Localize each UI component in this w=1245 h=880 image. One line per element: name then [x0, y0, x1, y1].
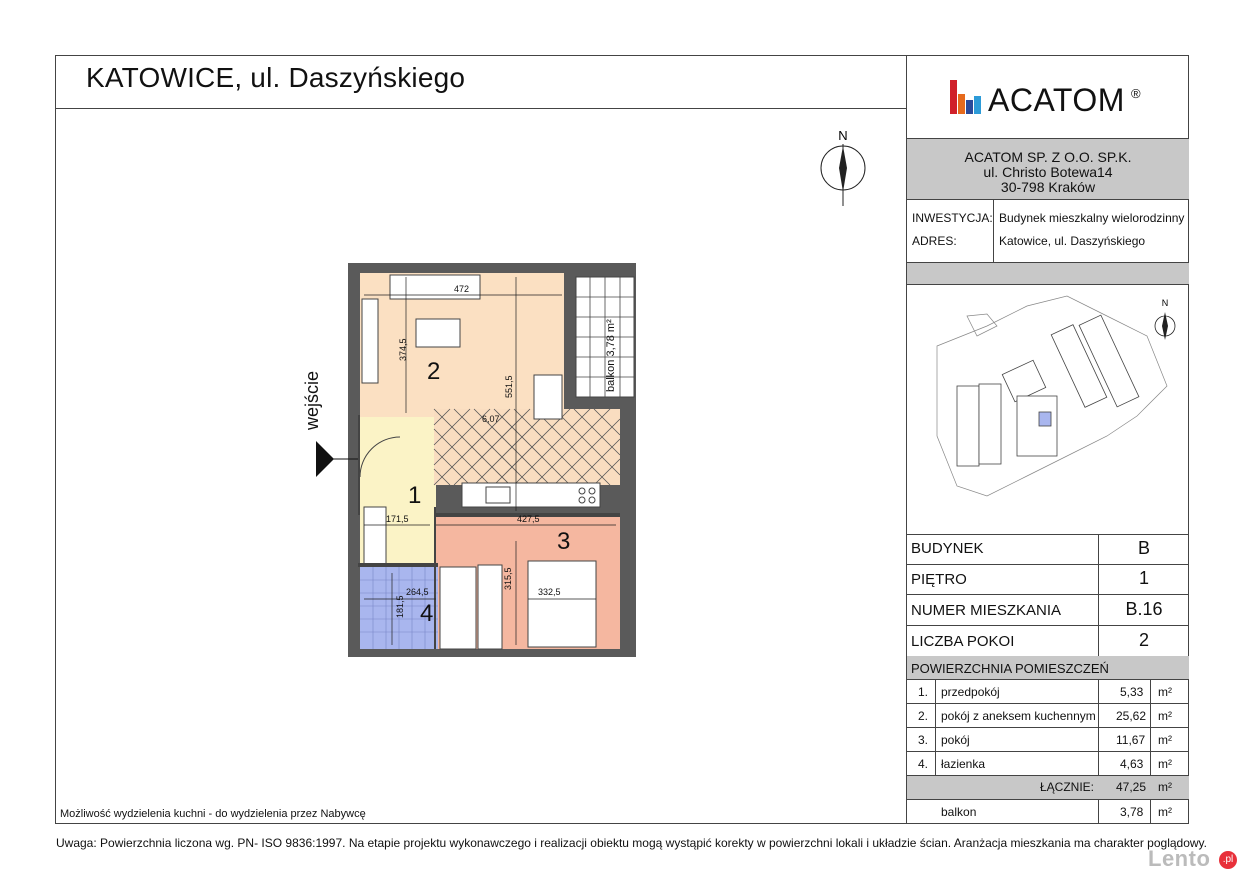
room-2-name: pokój z aneksem kuchennym — [941, 709, 1096, 723]
room-1-name: przedpokój — [941, 685, 1000, 699]
kitchen-note: Możliwość wydzielenia kuchni - do wydzielenia przez Nabywcę — [60, 808, 366, 820]
room-3-name: pokój — [941, 733, 970, 747]
grey-separator — [907, 262, 1189, 285]
logo-reg: ® — [1131, 86, 1141, 101]
north-label: N — [838, 128, 848, 143]
floor-plan — [290, 255, 650, 665]
company-city: 30-798 Kraków — [1000, 179, 1096, 195]
company-block — [907, 138, 1189, 200]
balcony-label: balkon — [941, 805, 977, 819]
building-label: BUDYNEK — [911, 540, 984, 557]
room-4-no: 4. — [918, 757, 929, 771]
floor-value: 1 — [1138, 568, 1149, 588]
room-1-no: 1. — [918, 685, 929, 699]
room-number-2: 2 — [427, 358, 441, 385]
balcony-area: 3,78 — [1120, 805, 1144, 819]
company-street: ul. Christo Botewa14 — [983, 164, 1113, 180]
total-unit: m² — [1158, 780, 1172, 794]
floor-label: PIĘTRO — [911, 571, 967, 588]
room-2-area: 25,62 — [1116, 709, 1147, 723]
dim-551-5: 551,5 — [504, 375, 514, 398]
entrance-label: wejście — [302, 370, 322, 430]
dim-472: 472 — [454, 284, 470, 294]
dim-332-5: 332,5 — [538, 587, 561, 597]
balcony-plan-label: balkon 3,78 m² — [605, 319, 617, 392]
building-value: B — [1137, 538, 1150, 558]
disclaimer: Uwaga: Powierzchnia liczona wg. PN- ISO 9836:1997. Na etapie projektu wykonawczego i realizacji obiektu mogą wystąpić korekty w powierzchni lokali i układzie ścian. Aranżacja mieszkania ma charakter poglądowy. — [56, 836, 1207, 850]
room-4-name: łazienka — [941, 757, 986, 771]
flat-number-label: NUMER MIESZKANIA — [911, 602, 1062, 619]
areas-header: POWIERZCHNIA POMIESZCZEŃ — [911, 661, 1109, 676]
dim-171-5: 171,5 — [386, 514, 409, 524]
room-2-unit: m² — [1158, 709, 1172, 723]
company-name: ACATOM SP. Z O.O. SP.K. — [964, 149, 1132, 165]
dim-315-5: 315,5 — [503, 567, 513, 590]
balcony-unit: m² — [1158, 805, 1172, 819]
rooms-count-label: LICZBA POKOI — [911, 633, 1015, 650]
rooms-count-value: 2 — [1138, 630, 1149, 650]
total-area: 47,25 — [1116, 780, 1147, 794]
site-map — [907, 286, 1189, 534]
room-1-fill — [360, 417, 436, 515]
dim-181-5: 181,5 — [395, 595, 405, 618]
investment-value: Budynek mieszkalny wielorodzinny — [999, 211, 1185, 225]
room-3-area: 11,67 — [1116, 733, 1146, 747]
room-3-no: 3. — [918, 733, 929, 747]
flat-location-highlight — [1039, 412, 1051, 426]
watermark-text: Lento — [1148, 846, 1211, 871]
room-4-area: 4,63 — [1120, 757, 1144, 771]
dim-427-5: 427,5 — [517, 514, 540, 524]
watermark-badge: .pl — [1219, 851, 1237, 869]
room-2-no: 2. — [918, 709, 929, 723]
page-title: KATOWICE, ul. Daszyńskiego — [86, 62, 466, 93]
room-number-1: 1 — [408, 482, 422, 509]
room-number-3: 3 — [557, 528, 571, 555]
dim-374-5: 374,5 — [398, 338, 408, 361]
total-label: ŁĄCZNIE: — [1040, 780, 1095, 794]
room-3-unit: m² — [1158, 733, 1172, 747]
dim-264-5: 264,5 — [406, 587, 429, 597]
room-number-4: 4 — [420, 600, 434, 627]
room-1-area: 5,33 — [1120, 685, 1144, 699]
north-compass-icon — [812, 126, 874, 208]
room-4-unit: m² — [1158, 757, 1172, 771]
title-divider — [56, 108, 907, 109]
site-north-label: N — [1161, 298, 1169, 308]
room-1-unit: m² — [1158, 685, 1172, 699]
investment-label: INWESTYCJA: — [912, 211, 993, 225]
logo-text: ACATOM — [988, 82, 1125, 118]
address-label: ADRES: — [912, 234, 957, 248]
flat-number-value: B.16 — [1125, 599, 1163, 619]
address-value: Katowice, ul. Daszyńskiego — [999, 234, 1146, 248]
dim-6-07: 6,07 — [482, 414, 500, 424]
